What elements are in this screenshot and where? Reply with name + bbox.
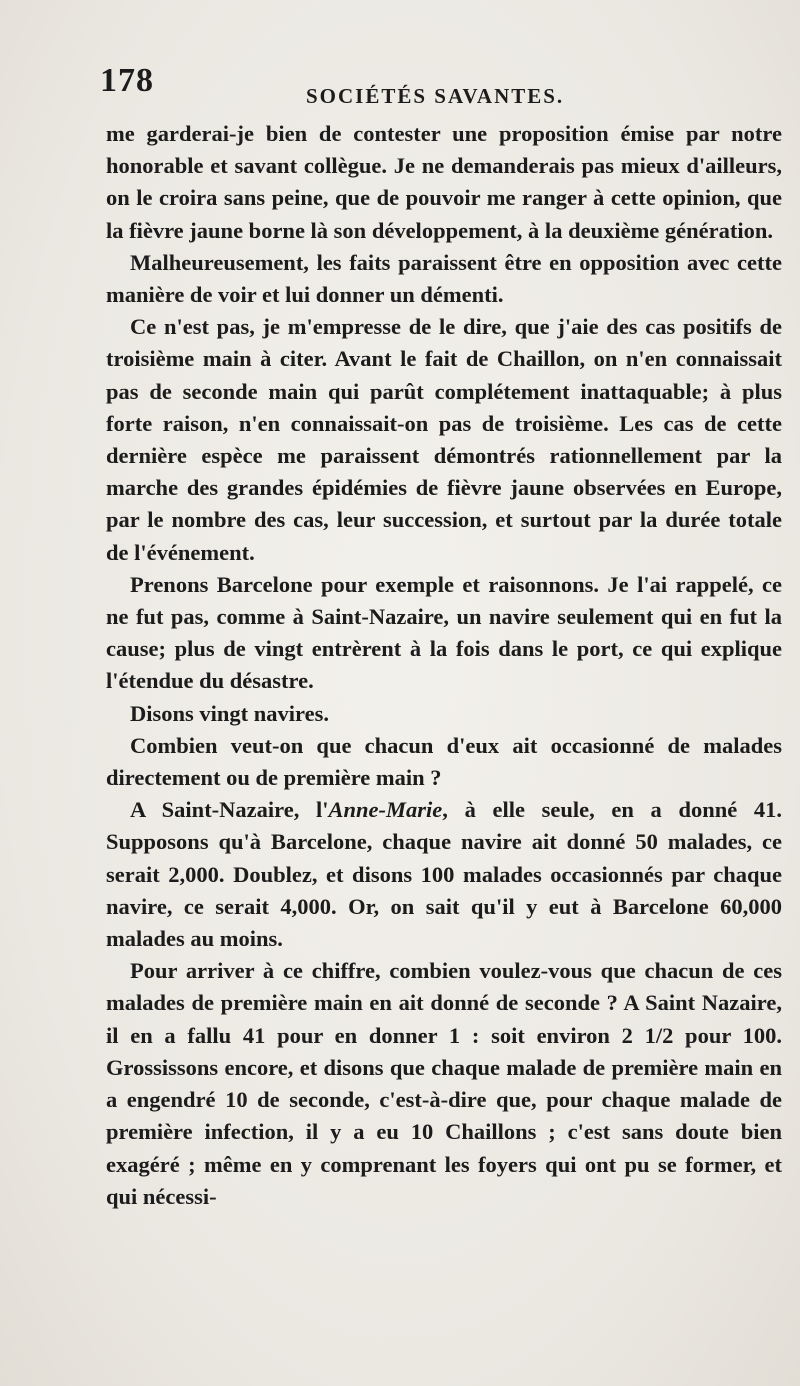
paragraph: Malheureusement, les faits paraissent être en opposition avec cette manière de voir et lui donner un démenti. [106, 249, 782, 308]
paragraph: Pour arriver à ce chiffre, combien voulez-vous que chacun de ces malades de première main en ait donné de seconde ? A Saint Nazaire, il en a fallu 41 pour en donner 1 : soit environ 2 1/2 pour 100. Grossissons encore, et disons que chaque malade de première main en a engendré 10 de seconde, c'est-à-dire que, pour chaque malade de première infection, il y a eu 10 Chaillons ; c'est sans doute bien exagéré ; même en y comprenant les foyers qui ont pu se former, et qui nécessi- [106, 958, 782, 1209]
ship-name: Anne-Marie [328, 797, 443, 823]
paragraph-continuation: me garderai-je bien de contester une proposition émise par notre honorable et savant collègue. Je ne demanderais pas mieux d'ailleurs, on le croira sans peine, que de pouvoir me ranger à cette opinion, que la fièvre jaune borne là son développement, à la deuxième génération. [106, 121, 782, 243]
paragraph: Combien veut-on que chacun d'eux ait occasionné de malades directement ou de première main ? [106, 732, 782, 791]
paragraph: Disons vingt navires. [130, 700, 329, 726]
paragraph-text: , à elle seule, en a donné 41. Supposons qu'à Barcelone, chaque navire ait donné 50 malades, ce serait 2,000. Doublez, et disons 100 malades occasionnés par chaque navire, ce serait 4,000. Or, on sait qu'il y eut à Barcelone 60,000 malades au moins. [106, 797, 782, 952]
page-header [0, 0, 800, 120]
body-text [106, 118, 782, 1213]
paragraph: Ce n'est pas, je m'empresse de le dire, que j'aie des cas positifs de troisième main à citer. Avant le fait de Chaillon, on n'en connaissait pas de seconde main qui parût complétement inattaquable; à plus forte raison, n'en connaissait-on pas de troisième. Les cas de cette dernière espèce me paraissent démontrés rationnellement par la marche des grandes épidémies de fièvre jaune observées en Europe, par le nombre des cas, leur succession, et surtout par la durée totale de l'événement. [106, 314, 782, 565]
page-number: 178 [100, 62, 154, 99]
running-head: SOCIÉTÉS SAVANTES. [306, 84, 565, 108]
paragraph [106, 794, 782, 955]
paragraph: Prenons Barcelone pour exemple et raisonnons. Je l'ai rappelé, ce ne fut pas, comme à Saint-Nazaire, un navire seulement qui en fut la cause; plus de vingt entrèrent à la fois dans le port, ce qui explique l'étendue du désastre. [106, 571, 782, 694]
paragraph-text: A Saint-Nazaire, l' [130, 797, 329, 823]
